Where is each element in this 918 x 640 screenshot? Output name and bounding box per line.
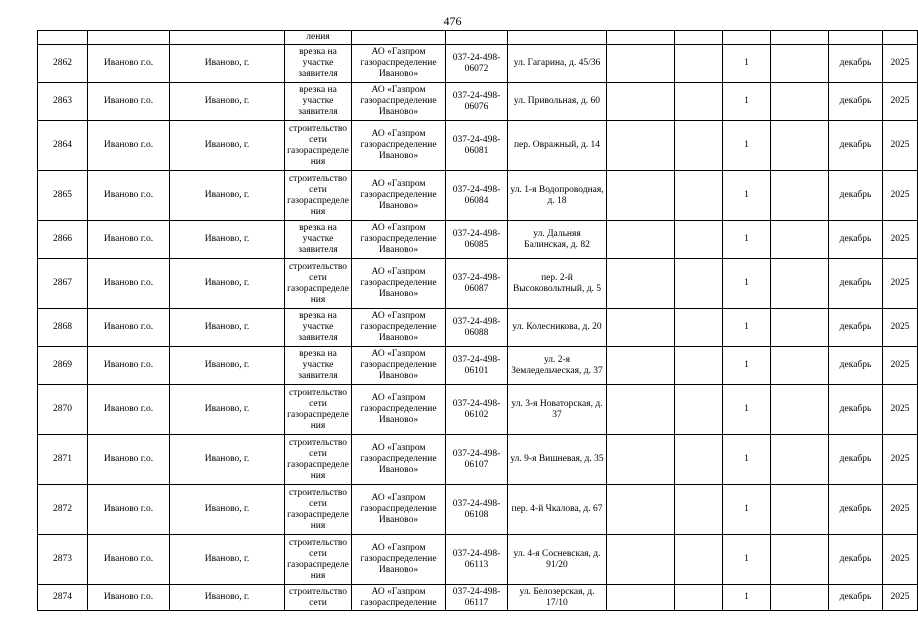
work-type-cell: строительство сети газораспределения [285, 535, 352, 585]
address-cell: ул. Гагарина, д. 45/36 [508, 45, 607, 83]
code-cell: 037-24-498-06085 [446, 221, 508, 259]
work-type-cell: строительство сети [285, 585, 352, 611]
month-cell: декабрь [829, 347, 883, 385]
address-cell: ул. Колесникова, д. 20 [508, 309, 607, 347]
code-cell: 037-24-498-06076 [446, 83, 508, 121]
table-row [38, 535, 918, 585]
month-cell: декабрь [829, 585, 883, 611]
address-cell: ул. 3-я Новаторская, д. 37 [508, 385, 607, 435]
month-cell: декабрь [829, 259, 883, 309]
district-cell: Иваново г.о. [88, 221, 170, 259]
district-cell: Иваново г.о. [88, 309, 170, 347]
year-cell: 2025 [883, 535, 918, 585]
table-row [38, 435, 918, 485]
address-cell: ул. 1-я Водопроводная, д. 18 [508, 171, 607, 221]
quantity-cell: 1 [723, 171, 771, 221]
month-cell: декабрь [829, 535, 883, 585]
locality-cell: Иваново, г. [170, 83, 285, 121]
empty-cell [607, 347, 675, 385]
locality-cell: Иваново, г. [170, 221, 285, 259]
district-cell: Иваново г.о. [88, 171, 170, 221]
empty-cell [607, 585, 675, 611]
empty-cell [771, 83, 829, 121]
district-cell: Иваново г.о. [88, 485, 170, 535]
locality-cell: Иваново, г. [170, 535, 285, 585]
empty-cell [675, 259, 723, 309]
empty-cell [771, 45, 829, 83]
table-row [38, 385, 918, 435]
month-cell: декабрь [829, 221, 883, 259]
locality-cell: Иваново, г. [170, 347, 285, 385]
table-row [38, 83, 918, 121]
organization-cell: АО «Газпром газораспределение [352, 585, 446, 611]
organization-cell: АО «Газпром газораспределение Иваново» [352, 121, 446, 171]
work-type-tail: ления [285, 31, 352, 45]
month-cell: декабрь [829, 435, 883, 485]
code-cell: 037-24-498-06113 [446, 535, 508, 585]
year-cell: 2025 [883, 585, 918, 611]
work-type-cell: строительство сети газораспределения [285, 385, 352, 435]
work-type-cell: строительство сети газораспределения [285, 435, 352, 485]
year-cell: 2025 [883, 435, 918, 485]
locality-cell: Иваново, г. [170, 121, 285, 171]
code-cell: 037-24-498-06081 [446, 121, 508, 171]
empty-cell [607, 485, 675, 535]
work-type-cell: врезка на участке заявителя [285, 309, 352, 347]
month-cell: декабрь [829, 385, 883, 435]
table-row [38, 171, 918, 221]
table-row [38, 585, 918, 611]
organization-cell: АО «Газпром газораспределение Иваново» [352, 535, 446, 585]
empty-cell [675, 347, 723, 385]
organization-cell: АО «Газпром газораспределение Иваново» [352, 385, 446, 435]
district-cell: Иваново г.о. [88, 535, 170, 585]
district-cell: Иваново г.о. [88, 347, 170, 385]
empty-cell [771, 221, 829, 259]
locality-cell: Иваново, г. [170, 485, 285, 535]
quantity-cell: 1 [723, 45, 771, 83]
code-cell: 037-24-498-06102 [446, 385, 508, 435]
district-cell: Иваново г.о. [88, 435, 170, 485]
empty-cell [607, 435, 675, 485]
empty-cell [675, 385, 723, 435]
row-number: 2872 [38, 485, 88, 535]
year-cell: 2025 [883, 485, 918, 535]
table-row [38, 309, 918, 347]
address-cell: ул. Белозерская, д. 17/10 [508, 585, 607, 611]
year-cell: 2025 [883, 221, 918, 259]
year-cell: 2025 [883, 121, 918, 171]
year-cell: 2025 [883, 309, 918, 347]
address-cell: пер. 2-й Высоковольтный, д. 5 [508, 259, 607, 309]
page-number: 476 [443, 14, 462, 28]
work-type-cell: врезка на участке заявителя [285, 83, 352, 121]
empty-cell [607, 171, 675, 221]
work-type-cell: строительство сети газораспределения [285, 121, 352, 171]
quantity-cell: 1 [723, 83, 771, 121]
table-body [38, 31, 918, 611]
empty-cell [607, 221, 675, 259]
locality-cell: Иваново, г. [170, 435, 285, 485]
quantity-cell: 1 [723, 221, 771, 259]
address-cell: пер. Овражный, д. 14 [508, 121, 607, 171]
empty-cell [607, 309, 675, 347]
quantity-cell: 1 [723, 585, 771, 611]
row-number: 2865 [38, 171, 88, 221]
empty-cell [771, 171, 829, 221]
row-number: 2870 [38, 385, 88, 435]
address-cell: ул. Дальняя Балинская, д. 82 [508, 221, 607, 259]
locality-cell: Иваново, г. [170, 171, 285, 221]
quantity-cell: 1 [723, 121, 771, 171]
work-type-cell: врезка на участке заявителя [285, 221, 352, 259]
work-type-cell: строительство сети газораспределения [285, 171, 352, 221]
year-cell: 2025 [883, 171, 918, 221]
month-cell: декабрь [829, 309, 883, 347]
work-type-cell: врезка на участке заявителя [285, 347, 352, 385]
month-cell: декабрь [829, 121, 883, 171]
district-cell: Иваново г.о. [88, 45, 170, 83]
table-row [38, 45, 918, 83]
work-type-cell: строительство сети газораспределения [285, 259, 352, 309]
code-cell: 037-24-498-06117 [446, 585, 508, 611]
address-cell: пер. 4-й Чкалова, д. 67 [508, 485, 607, 535]
month-cell: декабрь [829, 171, 883, 221]
empty-cell [771, 385, 829, 435]
district-cell: Иваново г.о. [88, 385, 170, 435]
district-cell: Иваново г.о. [88, 585, 170, 611]
empty-cell [771, 347, 829, 385]
code-cell: 037-24-498-06088 [446, 309, 508, 347]
table-row [38, 259, 918, 309]
empty-cell [607, 535, 675, 585]
registry-table [37, 30, 918, 611]
address-cell: ул. 4-я Сосневская, д. 91/20 [508, 535, 607, 585]
empty-cell [771, 535, 829, 585]
row-number: 2869 [38, 347, 88, 385]
row-number: 2868 [38, 309, 88, 347]
registry-table-wrapper [37, 30, 910, 615]
row-number: 2864 [38, 121, 88, 171]
code-cell: 037-24-498-06072 [446, 45, 508, 83]
code-cell: 037-24-498-06084 [446, 171, 508, 221]
empty-cell [607, 45, 675, 83]
district-cell: Иваново г.о. [88, 121, 170, 171]
year-cell: 2025 [883, 385, 918, 435]
work-type-cell: строительство сети газораспределения [285, 485, 352, 535]
empty-cell [771, 259, 829, 309]
row-number: 2862 [38, 45, 88, 83]
empty-cell [675, 83, 723, 121]
row-number: 2874 [38, 585, 88, 611]
locality-cell: Иваново, г. [170, 309, 285, 347]
year-cell: 2025 [883, 347, 918, 385]
quantity-cell: 1 [723, 309, 771, 347]
month-cell: декабрь [829, 45, 883, 83]
empty-cell [675, 121, 723, 171]
empty-cell [675, 435, 723, 485]
organization-cell: АО «Газпром газораспределение Иваново» [352, 309, 446, 347]
row-number: 2871 [38, 435, 88, 485]
empty-cell [607, 385, 675, 435]
empty-cell [675, 45, 723, 83]
table-row [38, 347, 918, 385]
locality-cell: Иваново, г. [170, 45, 285, 83]
address-cell: ул. 9-я Вишневая, д. 35 [508, 435, 607, 485]
quantity-cell: 1 [723, 435, 771, 485]
organization-cell: АО «Газпром газораспределение Иваново» [352, 45, 446, 83]
address-cell: ул. Привольная, д. 60 [508, 83, 607, 121]
empty-cell [675, 171, 723, 221]
year-cell: 2025 [883, 45, 918, 83]
table-row [38, 485, 918, 535]
empty-cell [771, 121, 829, 171]
empty-cell [675, 485, 723, 535]
year-cell: 2025 [883, 83, 918, 121]
empty-cell [675, 585, 723, 611]
district-cell: Иваново г.о. [88, 259, 170, 309]
empty-cell [771, 435, 829, 485]
address-cell: ул. 2-я Земледельческая, д. 37 [508, 347, 607, 385]
empty-cell [607, 121, 675, 171]
organization-cell: АО «Газпром газораспределение Иваново» [352, 347, 446, 385]
empty-cell [771, 309, 829, 347]
organization-cell: АО «Газпром газораспределение Иваново» [352, 259, 446, 309]
empty-cell [771, 485, 829, 535]
empty-cell [675, 535, 723, 585]
code-cell: 037-24-498-06107 [446, 435, 508, 485]
empty-cell [675, 221, 723, 259]
empty-cell [607, 83, 675, 121]
row-number: 2873 [38, 535, 88, 585]
quantity-cell: 1 [723, 347, 771, 385]
empty-cell [675, 309, 723, 347]
code-cell: 037-24-498-06101 [446, 347, 508, 385]
quantity-cell: 1 [723, 485, 771, 535]
table-row-continuation [38, 31, 918, 45]
row-number: 2866 [38, 221, 88, 259]
locality-cell: Иваново, г. [170, 585, 285, 611]
quantity-cell: 1 [723, 535, 771, 585]
quantity-cell: 1 [723, 385, 771, 435]
district-cell: Иваново г.о. [88, 83, 170, 121]
empty-cell [607, 259, 675, 309]
empty-cell [771, 585, 829, 611]
code-cell: 037-24-498-06087 [446, 259, 508, 309]
organization-cell: АО «Газпром газораспределение Иваново» [352, 435, 446, 485]
code-cell: 037-24-498-06108 [446, 485, 508, 535]
month-cell: декабрь [829, 485, 883, 535]
organization-cell: АО «Газпром газораспределение Иваново» [352, 83, 446, 121]
work-type-cell: врезка на участке заявителя [285, 45, 352, 83]
table-row [38, 221, 918, 259]
locality-cell: Иваново, г. [170, 259, 285, 309]
month-cell: декабрь [829, 83, 883, 121]
quantity-cell: 1 [723, 259, 771, 309]
organization-cell: АО «Газпром газораспределение Иваново» [352, 485, 446, 535]
table-row [38, 121, 918, 171]
row-number: 2863 [38, 83, 88, 121]
organization-cell: АО «Газпром газораспределение Иваново» [352, 171, 446, 221]
year-cell: 2025 [883, 259, 918, 309]
locality-cell: Иваново, г. [170, 385, 285, 435]
row-number: 2867 [38, 259, 88, 309]
organization-cell: АО «Газпром газораспределение Иваново» [352, 221, 446, 259]
